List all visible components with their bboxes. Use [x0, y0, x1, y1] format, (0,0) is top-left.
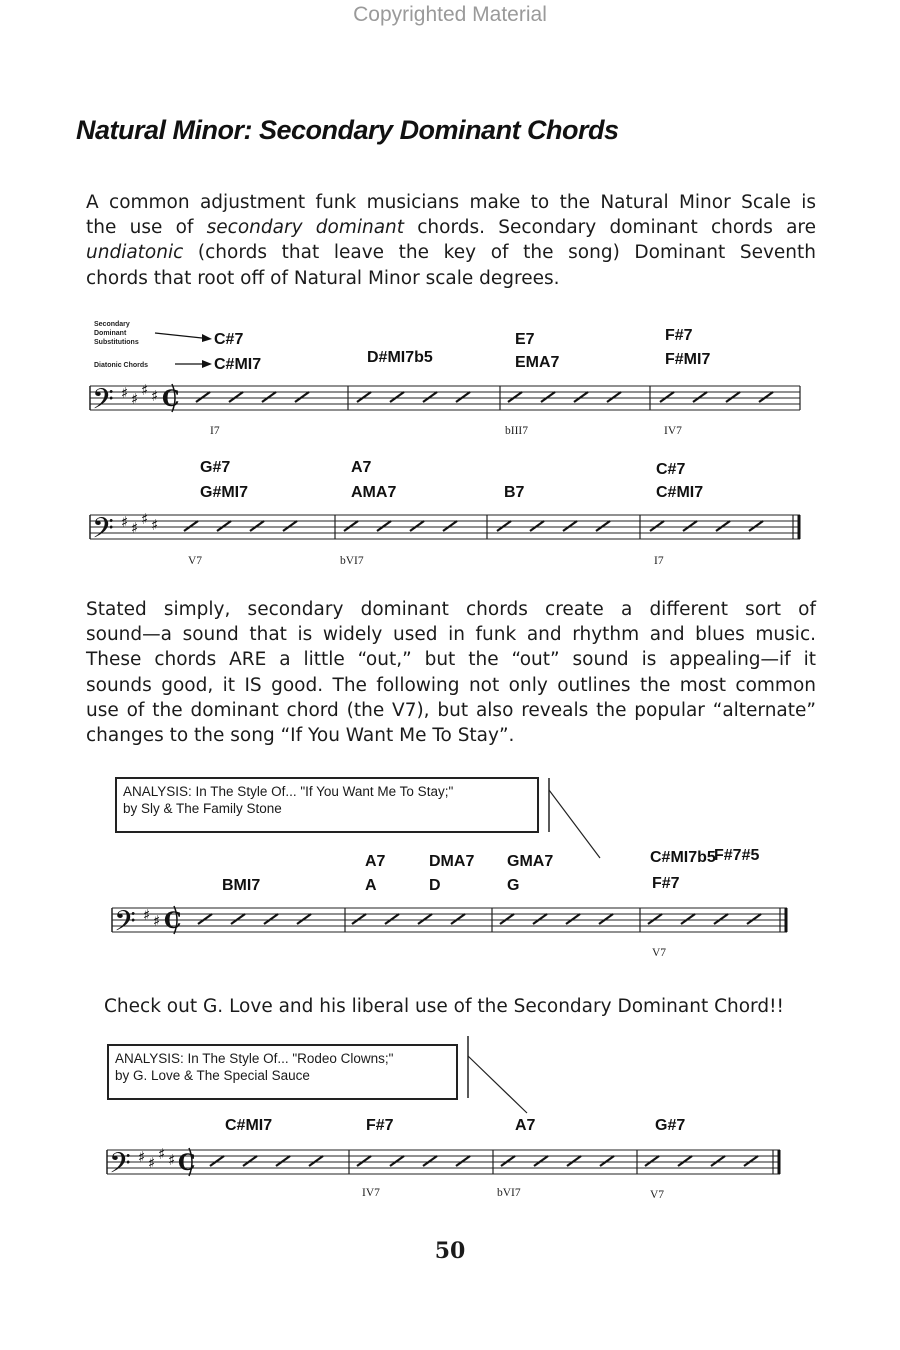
para1-line: chords that root off of Natural Minor scale degrees.: [86, 267, 560, 289]
bass-clef-icon: 𝄢: [92, 512, 114, 552]
roman-numeral: V7: [652, 947, 667, 959]
chord-symbol: C#MI7: [214, 356, 262, 373]
sharp-icon: ♯: [151, 516, 159, 534]
rhythm-slashes: [500, 914, 613, 924]
chord-symbol: D#MI7b5: [367, 349, 433, 366]
sharp-icon: ♯: [153, 912, 161, 930]
page-title: Natural Minor: Secondary Dominant Chords: [76, 115, 619, 145]
sharp-icon: ♯: [141, 510, 149, 528]
copyright-watermark: Copyrighted Material: [353, 3, 547, 26]
label-dominant: Dominant: [94, 330, 127, 337]
rhythm-slashes: [660, 392, 773, 402]
para2-line: These chords ARE a little “out,” but the “out” sound is appealing—if it: [86, 649, 816, 671]
rhythm-slashes: [645, 1156, 758, 1166]
rhythm-slashes: [501, 1156, 614, 1166]
bass-clef-icon: 𝄢: [114, 905, 136, 945]
chord-symbol: C#MI7: [656, 484, 704, 501]
rhythm-slashes: [508, 392, 621, 402]
chord-symbol: G: [507, 877, 520, 894]
label-substitutions: Substitutions: [94, 339, 139, 346]
arrowhead-icon: [202, 334, 212, 342]
page-number: 50: [434, 1238, 466, 1264]
staff-4: [107, 1145, 780, 1187]
sharp-icon: ♯: [143, 906, 151, 924]
arrow-line: [155, 333, 202, 338]
rhythm-slashes: [196, 392, 309, 402]
analysis-artist: by Sly & The Family Stone: [123, 801, 282, 816]
chord-symbol: F#7#5: [714, 847, 760, 864]
sharp-icon: ♯: [131, 519, 139, 537]
chord-symbol: B7: [504, 484, 525, 501]
chord-symbol: F#MI7: [665, 351, 711, 368]
chord-symbol: F#7: [665, 327, 693, 344]
rhythm-slashes: [210, 1156, 323, 1166]
check-out-sentence: Check out G. Love and his liberal use of the Secondary Dominant Chord!!: [104, 996, 784, 1017]
chord-symbol: C#7: [656, 461, 686, 478]
common-time-icon: C: [164, 908, 182, 934]
chord-symbol: F#7: [652, 875, 680, 892]
para2-line: Stated simply, secondary dominant chords create a different sort of: [86, 599, 816, 620]
rhythm-slashes: [352, 914, 465, 924]
chord-symbol: A7: [351, 459, 372, 476]
sharp-icon: ♯: [121, 384, 129, 402]
chord-symbol: EMA7: [515, 354, 560, 371]
sharp-icon: ♯: [131, 390, 139, 408]
arrowhead-icon: [202, 360, 212, 368]
chord-symbol: C#7: [214, 331, 244, 348]
sharp-icon: ♯: [158, 1145, 166, 1163]
analysis1-chords: [222, 847, 759, 959]
chord-symbol: DMA7: [429, 853, 475, 870]
chord-symbol: D: [429, 877, 441, 894]
rhythm-slashes: [198, 914, 311, 924]
sharp-icon: ♯: [148, 1154, 156, 1172]
chord-symbol: C#MI7b5: [650, 849, 716, 866]
para2-line: sound—a sound that is widely used in funk and rhythm and blues music.: [86, 624, 816, 646]
staff-2: [90, 510, 800, 552]
example1-labels: [94, 321, 212, 369]
label-diatonic-chords: Diatonic Chords: [94, 362, 149, 369]
roman-numeral: I7: [210, 425, 220, 437]
chord-symbol: G#MI7: [200, 484, 249, 501]
staff-3: [112, 905, 787, 945]
para2-line: changes to the song “If You Want Me To Stay”.: [86, 725, 515, 747]
analysis-title: ANALYSIS: In The Style Of... "Rodeo Clowns;": [115, 1051, 394, 1066]
roman-numeral: IV7: [362, 1187, 380, 1199]
roman-numeral: I7: [654, 555, 664, 567]
rhythm-slashes: [344, 521, 457, 531]
common-time-icon: C: [178, 1150, 196, 1176]
text-run: the use of: [86, 217, 207, 239]
example1-chords-row2: [188, 459, 703, 567]
sharp-icon: ♯: [141, 381, 149, 399]
rhythm-slashes: [497, 521, 610, 531]
analysis-title: ANALYSIS: In The Style Of... "If You Want Me To Stay;": [123, 784, 454, 799]
chord-symbol: GMA7: [507, 853, 554, 870]
rhythm-slashes: [357, 1156, 470, 1166]
text-run: (chords that leave the key of the song) Dominant Seventh: [183, 242, 816, 264]
chord-symbol: BMI7: [222, 877, 261, 894]
common-time-icon: C: [162, 386, 180, 412]
sharp-icon: ♯: [151, 387, 159, 405]
rhythm-slashes: [357, 392, 470, 402]
example1-chords-row1: [210, 327, 710, 437]
analysis2-chords: [225, 1117, 685, 1201]
chord-symbol: C#MI7: [225, 1117, 273, 1134]
roman-numeral: bVI7: [497, 1187, 521, 1199]
emphasis-undiatonic: undiatonic: [86, 242, 184, 264]
para1-line: A common adjustment funk musicians make to the Natural Minor Scale is: [86, 192, 816, 213]
chord-symbol: A7: [365, 853, 386, 870]
roman-numeral: bVI7: [340, 555, 364, 567]
staff-1: [90, 381, 800, 423]
chord-symbol: G#7: [200, 459, 231, 476]
para2-line: sounds good, it IS good. The following not only outlines the most common: [86, 674, 816, 696]
analysis2-pointer: [468, 1036, 527, 1113]
roman-numeral: IV7: [664, 425, 682, 437]
bass-clef-icon: 𝄢: [109, 1147, 131, 1187]
analysis1-pointer: [549, 778, 600, 858]
roman-numeral: V7: [188, 555, 203, 567]
rhythm-slashes: [184, 521, 297, 531]
sharp-icon: ♯: [121, 513, 129, 531]
chord-symbol: F#7: [366, 1117, 394, 1134]
chord-symbol: A7: [515, 1117, 536, 1134]
para2-line: use of the dominant chord (the V7), but also reveals the popular “alternate”: [86, 699, 816, 721]
emphasis-secondary-dominant: secondary dominant: [206, 217, 405, 239]
chord-symbol: AMA7: [351, 484, 397, 501]
roman-numeral: bIII7: [505, 425, 528, 437]
sharp-icon: ♯: [138, 1148, 146, 1166]
analysis-artist: by G. Love & The Special Sauce: [115, 1068, 310, 1083]
label-secondary: Secondary: [94, 321, 130, 328]
chord-symbol: A: [365, 877, 377, 894]
rhythm-slashes: [648, 914, 761, 924]
text-run: chords. Secondary dominant chords are: [404, 217, 816, 239]
chord-symbol: G#7: [655, 1117, 686, 1134]
chord-symbol: E7: [515, 331, 535, 348]
rhythm-slashes: [650, 521, 763, 531]
bass-clef-icon: 𝄢: [92, 383, 114, 423]
sharp-icon: ♯: [168, 1151, 176, 1169]
roman-numeral: V7: [650, 1189, 665, 1201]
